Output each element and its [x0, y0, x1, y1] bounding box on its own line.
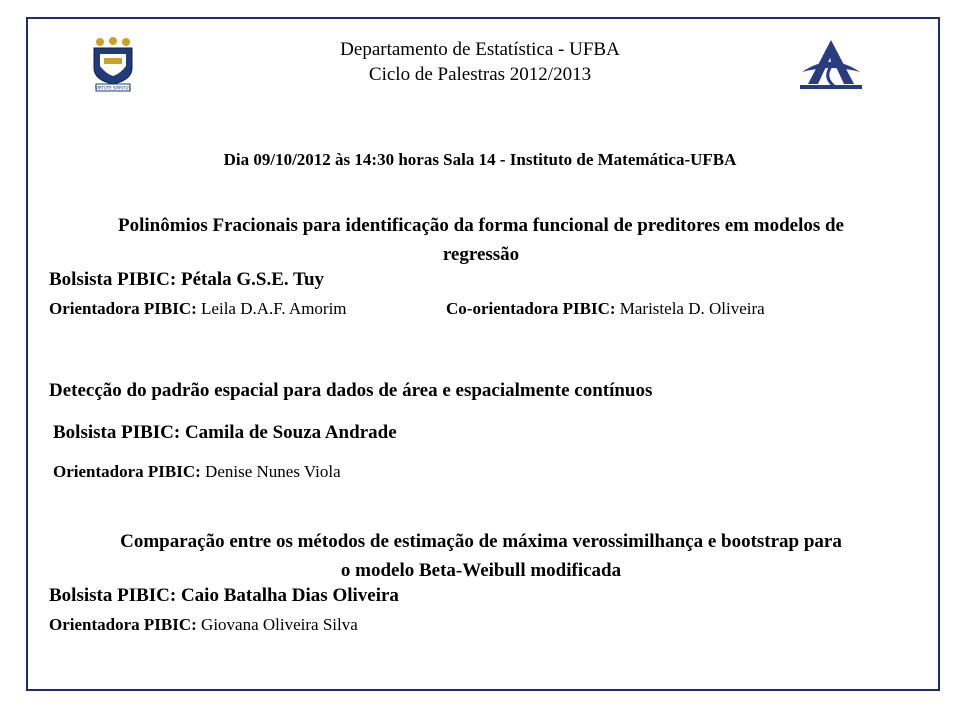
talk-3-title: [36, 527, 926, 585]
talk-3-title-line2: o modelo Beta-Weibull modificada: [340, 560, 622, 581]
talk-3-orient-name: Giovana Oliveira Silva: [196, 615, 358, 634]
event-details: Dia 09/10/2012 às 14:30 horas Sala 14 - Instituto de Matemática-UFBA: [223, 150, 737, 169]
talk-1-bolsista: Bolsista PIBIC: Pétala G.S.E. Tuy: [49, 269, 325, 290]
talk-1-title: [36, 211, 926, 269]
talk-1-orient-name: Leila D.A.F. Amorim: [196, 299, 347, 318]
statistics-emblem-logo: [796, 38, 866, 92]
talk-1-coorient-name: Maristela D. Oliveira: [615, 299, 765, 318]
talk-1-orient-label: Orientadora PIBIC:: [49, 299, 197, 318]
talk-2-orient-label: Orientadora PIBIC:: [53, 462, 201, 481]
talk-3-bolsista: Bolsista PIBIC: Caio Batalha Dias Oliveira: [49, 585, 399, 606]
talk-1-co-orientadora: [446, 299, 765, 319]
crest-motto: VIRTUTE SPIRITUS: [94, 85, 132, 91]
talk-2-orientadora: [53, 462, 341, 482]
talk-3-orient-label: Orientadora PIBIC:: [49, 615, 197, 634]
department-title: Departamento de Estatística - UFBA: [340, 39, 620, 60]
talk-3-title-line1: Comparação entre os métodos de estimação de máxima verossimilhança e bootstrap para: [120, 531, 842, 552]
talk-1-orientadora: [49, 299, 347, 319]
talk-2-bolsista: Bolsista PIBIC: Camila de Souza Andrade: [53, 422, 397, 443]
talk-2-orient-name: Denise Nunes Viola: [200, 462, 341, 481]
talk-3-orientadora: [49, 615, 358, 635]
talk-2-title: Detecção do padrão espacial para dados de área e espacialmente contínuos: [49, 380, 653, 401]
talk-1-coorient-label: Co-orientadora PIBIC:: [446, 299, 616, 318]
talk-1-title-line1: Polinômios Fracionais para identificação da forma funcional de preditores em modelos de: [117, 215, 844, 236]
series-title: Ciclo de Palestras 2012/2013: [368, 64, 592, 85]
talk-1-title-line2: regressão: [442, 244, 520, 265]
